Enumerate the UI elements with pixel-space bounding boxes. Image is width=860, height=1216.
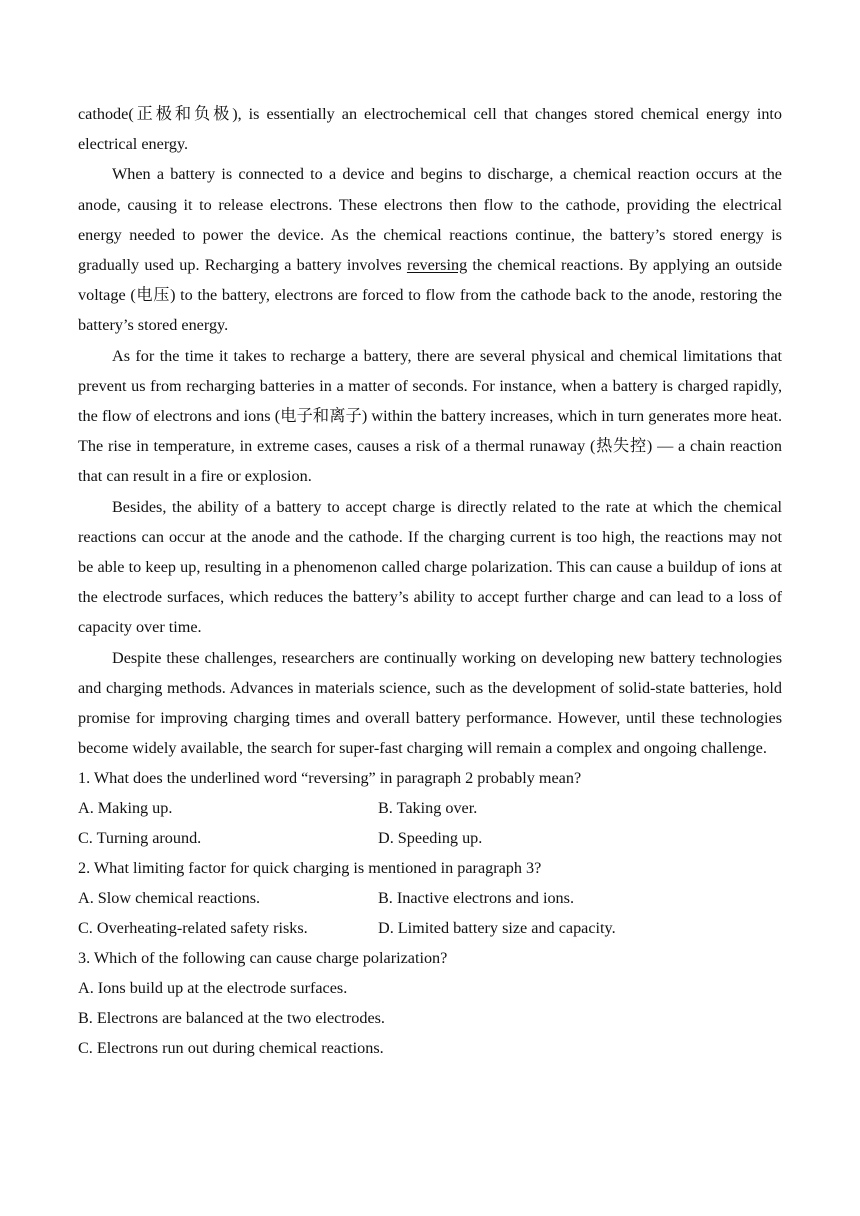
- question-2-option-d: D. Limited battery size and capacity.: [378, 919, 616, 938]
- question-1-option-b: B. Taking over.: [378, 799, 478, 818]
- question-2-option-c: C. Overheating-related safety risks.: [78, 919, 308, 938]
- paragraph-3: As for the time it takes to recharge a battery, there are several physical and chemical limitations that prevent us from recharging batteries in a matter of seconds. For instance, when a battery is charged rapidly, the flow of electrons and ions (电子和离子) within the battery increases, which in turn generates more heat. The rise in temperature, in extreme cases, causes a risk of a thermal runaway (热失控) — a chain reaction that can result in a fire or explosion.: [78, 346, 782, 486]
- document-page: [78, 99, 782, 1063]
- question-3-option-b: B. Electrons are balanced at the two electrodes.: [78, 1009, 385, 1028]
- paragraph-2: [78, 159, 782, 340]
- question-1-options: [78, 793, 782, 853]
- question-2-options: [78, 883, 782, 943]
- question-1-stem: 1. What does the underlined word “reversing” in paragraph 2 probably mean?: [78, 769, 582, 788]
- question-2-option-b: B. Inactive electrons and ions.: [378, 889, 574, 908]
- question-1: [78, 763, 782, 853]
- question-1-option-c: C. Turning around.: [78, 829, 202, 848]
- question-2: [78, 853, 782, 943]
- question-3-stem: 3. Which of the following can cause charge polarization?: [78, 949, 448, 968]
- paragraph-1: cathode(正极和负极), is essentially an electrochemical cell that changes stored chemical energy into electrical energy.: [78, 105, 782, 154]
- paragraph-2-text-after: the chemical reactions. By applying an outside voltage (电压) to the battery, electrons are forced to flow from the cathode back to the anode, restoring the battery’s stored energy.: [78, 256, 783, 335]
- paragraph-4: Besides, the ability of a battery to accept charge is directly related to the rate at which the chemical reactions can occur at the anode and the cathode. If the charging current is too high, the reactions may not be able to keep up, resulting in a phenomenon called charge polarization. This can cause a buildup of ions at the electrode surfaces, which reduces the battery’s ability to accept further charge and can lead to a loss of capacity over time.: [78, 497, 782, 637]
- question-3-option-c: C. Electrons run out during chemical reactions.: [78, 1039, 384, 1058]
- question-2-option-a: A. Slow chemical reactions.: [78, 889, 261, 908]
- question-3-options: [78, 973, 782, 1063]
- paragraph-2-text-before: When a battery is connected to a device and begins to discharge, a chemical reaction occurs at the anode, causing it to release electrons. These electrons then flow to the cathode, providing the electrical energy needed to power the device. As the chemical reactions continue, the battery’s stored energy is gradually used up. Recharging a battery involves: [78, 165, 782, 275]
- question-3: [78, 943, 782, 1063]
- question-1-option-a: A. Making up.: [78, 799, 173, 818]
- paragraph-5: Despite these challenges, researchers are continually working on developing new battery technologies and charging methods. Advances in materials science, such as the development of solid-state batteries, hold promise for improving charging times and overall battery performance. However, until these technologies become widely available, the search for super-fast charging will remain a complex and ongoing challenge.: [78, 648, 782, 758]
- question-3-option-a: A. Ions build up at the electrode surfaces.: [78, 979, 348, 998]
- underlined-word: reversing: [406, 256, 468, 275]
- question-1-option-d: D. Speeding up.: [378, 829, 483, 848]
- question-2-stem: 2. What limiting factor for quick charging is mentioned in paragraph 3?: [78, 859, 542, 878]
